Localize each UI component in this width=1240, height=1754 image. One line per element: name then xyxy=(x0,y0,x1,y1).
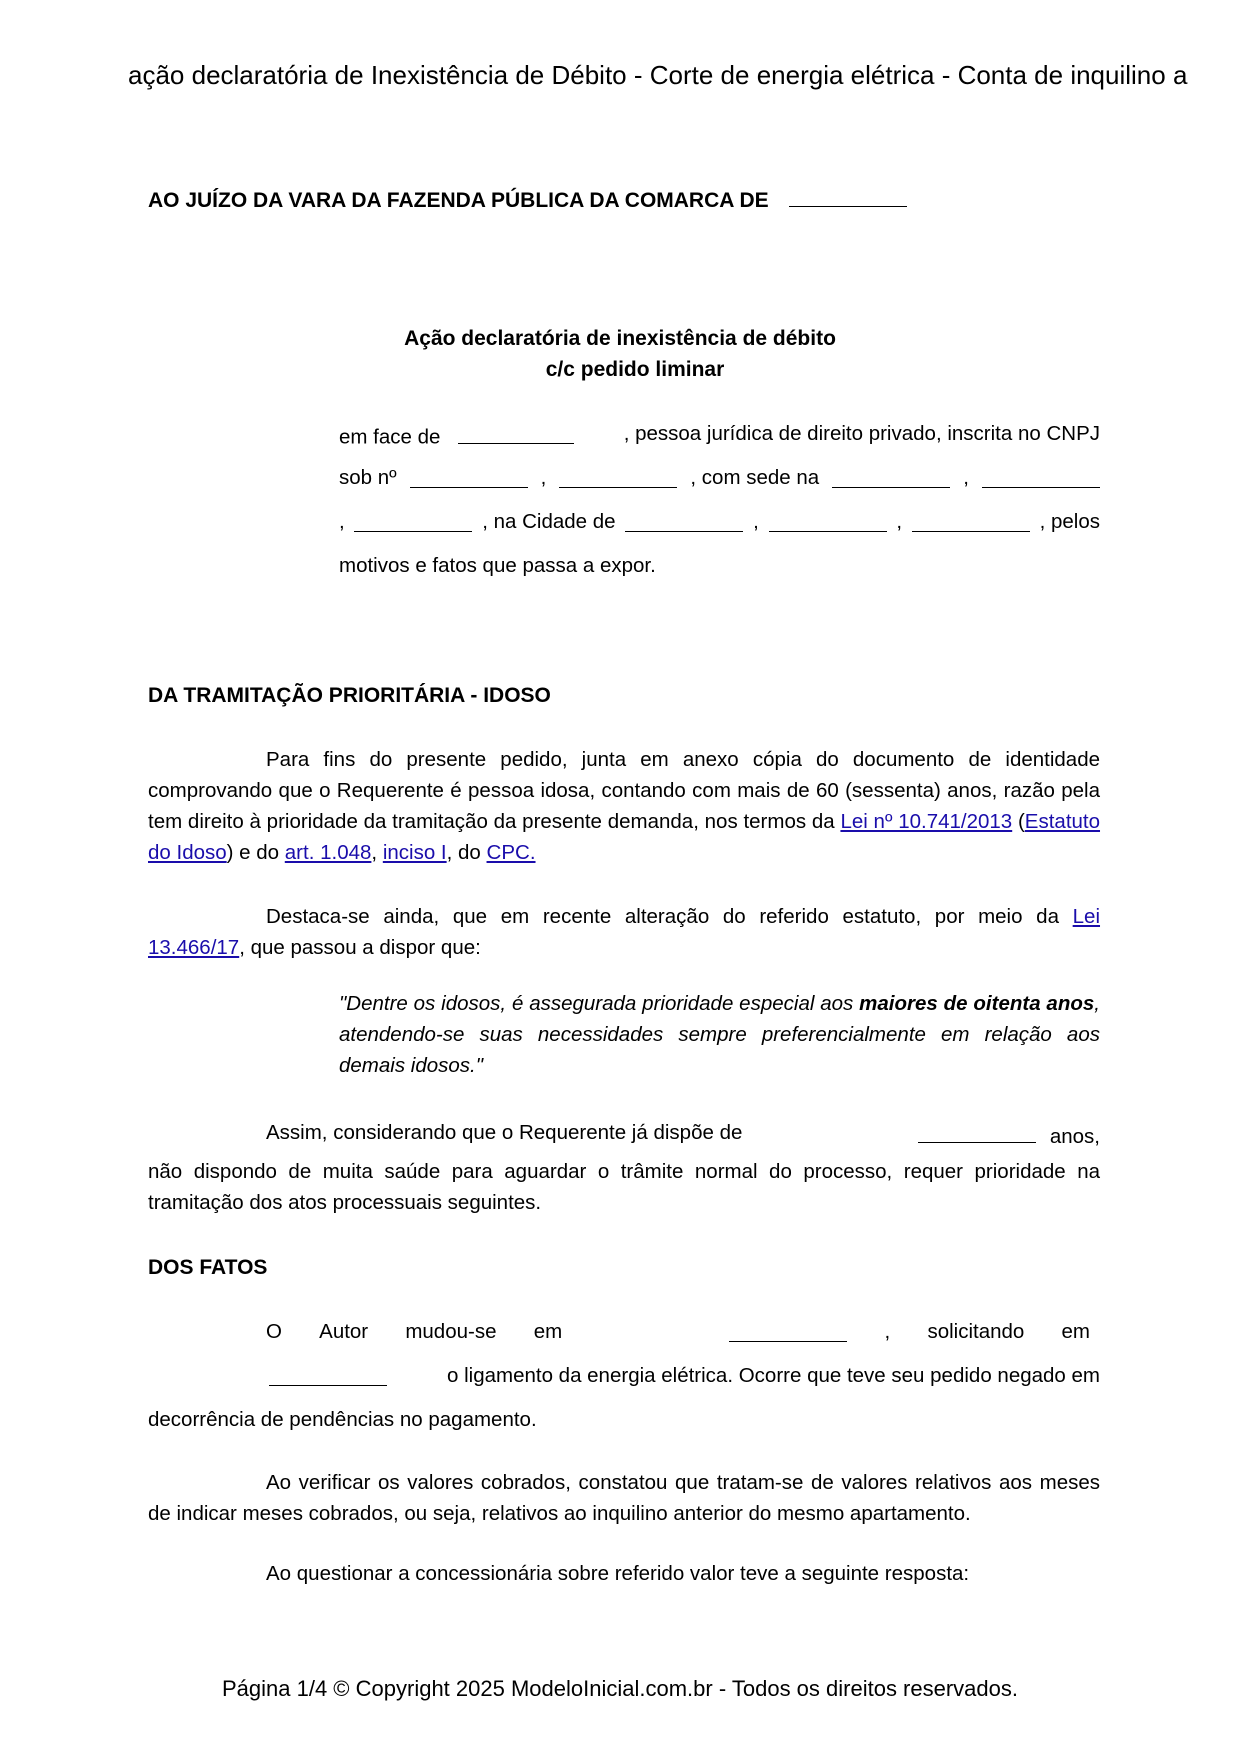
party-text: , xyxy=(339,510,345,533)
paragraph-alteracao xyxy=(148,901,1100,963)
cnpj-blank-2[interactable] xyxy=(559,466,677,488)
party-line-4: motivos e fatos que passa a expor. xyxy=(339,554,656,577)
party-text: , pelos xyxy=(1039,510,1100,533)
section-heading-fatos: DOS FATOS xyxy=(148,1256,268,1279)
party-text: , xyxy=(753,510,759,533)
party-text: , com sede na xyxy=(690,466,820,489)
number-blank[interactable] xyxy=(354,510,472,532)
address-blank[interactable] xyxy=(832,466,950,488)
paragraph-text: anos, xyxy=(1049,1124,1100,1148)
party-name-blank[interactable] xyxy=(458,422,574,444)
request-date-blank[interactable] xyxy=(269,1364,387,1386)
paragraph-text: Assim, considerando que o Requerente já dispõe de xyxy=(266,1121,743,1144)
link-inciso-i[interactable]: inciso I xyxy=(382,841,447,864)
paragraph-text: ( xyxy=(1017,810,1025,833)
fatos-line-3: decorrência de pendências no pagamento. xyxy=(148,1408,537,1431)
age-blank[interactable] xyxy=(918,1121,1036,1143)
court-text: AO JUÍZO DA VARA DA FAZENDA PÚBLICA DA COMARCA DE xyxy=(148,189,769,212)
party-text: , pessoa jurídica de direito privado, inscrita no CNPJ xyxy=(623,422,1100,445)
comarca-blank[interactable] xyxy=(789,185,907,207)
court-address xyxy=(148,185,907,213)
paragraph-text: em xyxy=(533,1320,563,1343)
link-estatuto-idoso[interactable]: Estatuto do Idoso xyxy=(148,810,1101,864)
paragraph-text: mudou-se xyxy=(405,1320,497,1343)
section-heading-prioridade: DA TRAMITAÇÃO PRIORITÁRIA - IDOSO xyxy=(148,684,551,707)
party-text: , na Cidade de xyxy=(482,510,616,533)
move-date-blank[interactable] xyxy=(729,1320,847,1342)
paragraph-text: Ao verificar os valores cobrados, constatou que tratam-se de valores relativos aos meses de indicar meses cobrados, ou seja, relativos ao inquilino anterior do mesmo apartamento. xyxy=(148,1471,1100,1525)
party-text: , xyxy=(540,466,547,489)
city-blank[interactable] xyxy=(625,510,743,532)
state-blank[interactable] xyxy=(769,510,887,532)
quote-emphasis: maiores de oitenta anos xyxy=(859,992,1095,1015)
party-text: , xyxy=(896,510,903,533)
quote-text: , atendendo-se suas necessidades sempre preferencialmente em relação aos demais idosos." xyxy=(339,992,1100,1077)
party-text: em face de xyxy=(339,425,441,449)
party-line-3 xyxy=(339,510,1100,534)
paragraph-text: , xyxy=(884,1320,891,1343)
paragraph-text: O xyxy=(266,1320,282,1343)
link-cpc[interactable]: CPC. xyxy=(486,841,536,864)
action-subtitle: c/c pedido liminar xyxy=(545,358,725,381)
link-lei-10741[interactable]: Lei nº 10.741/2013 xyxy=(840,810,1013,833)
cnpj-blank[interactable] xyxy=(410,466,528,488)
page-footer: Página 1/4 © Copyright 2025 ModeloInicial.com.br - Todos os direitos reservados. xyxy=(222,1676,1018,1701)
address-blank-2[interactable] xyxy=(982,466,1100,488)
party-line-2 xyxy=(339,466,1100,490)
paragraph-text: solicitando xyxy=(927,1320,1025,1343)
legal-quote xyxy=(339,988,1100,1081)
paragraph-prioridade xyxy=(148,744,1100,868)
party-text: sob nº xyxy=(339,466,397,489)
paragraph-resposta: Ao questionar a concessionária sobre referido valor teve a seguinte resposta: xyxy=(266,1562,970,1585)
fatos-line-1 xyxy=(266,1320,1090,1344)
quote-text: "Dentre os idosos, é assegurada prioridade especial aos xyxy=(339,992,854,1015)
paragraph-idade-rest: não dispondo de muita saúde para aguardar o trâmite normal do processo, requer prioridade na tramitação dos atos processuais seguintes. xyxy=(148,1160,1100,1214)
action-title: Ação declaratória de inexistência de débito xyxy=(404,327,836,350)
paragraph-idade-line xyxy=(266,1121,1100,1149)
header-text: ação declaratória de Inexistência de Débito - Corte de energia elétrica - Conta de inquilino a xyxy=(128,60,1188,90)
paragraph-text: Destaca-se ainda, que em recente alteração do referido estatuto, por meio da xyxy=(266,905,1059,928)
paragraph-text: ) e do xyxy=(226,841,280,864)
link-lei-13466[interactable]: Lei 13.466/17 xyxy=(148,905,1101,959)
paragraph-text: , que passou a dispor que: xyxy=(239,936,481,959)
paragraph-text: em xyxy=(1061,1320,1090,1343)
paragraph-text: , xyxy=(371,841,378,864)
paragraph-text: o ligamento da energia elétrica. Ocorre que teve seu pedido negado em xyxy=(446,1364,1100,1387)
paragraph-text: Para fins do presente pedido, junta em anexo cópia do documento de identidade comprovando que o Requerente é pessoa idosa, contando com mais de 60 (sessenta) anos, razão pela tem direito à prioridade da tramitação da presente demanda, nos termos da xyxy=(148,748,1100,833)
link-art-1048[interactable]: art. 1.048 xyxy=(284,841,372,864)
paragraph-text: Autor xyxy=(319,1320,369,1343)
document-header xyxy=(128,58,1188,92)
party-text: , xyxy=(963,466,969,489)
cep-blank[interactable] xyxy=(912,510,1030,532)
party-line-1 xyxy=(339,422,1100,450)
fatos-line-2 xyxy=(269,1364,1100,1388)
paragraph-text: , do xyxy=(446,841,481,864)
paragraph-valores xyxy=(148,1467,1100,1529)
